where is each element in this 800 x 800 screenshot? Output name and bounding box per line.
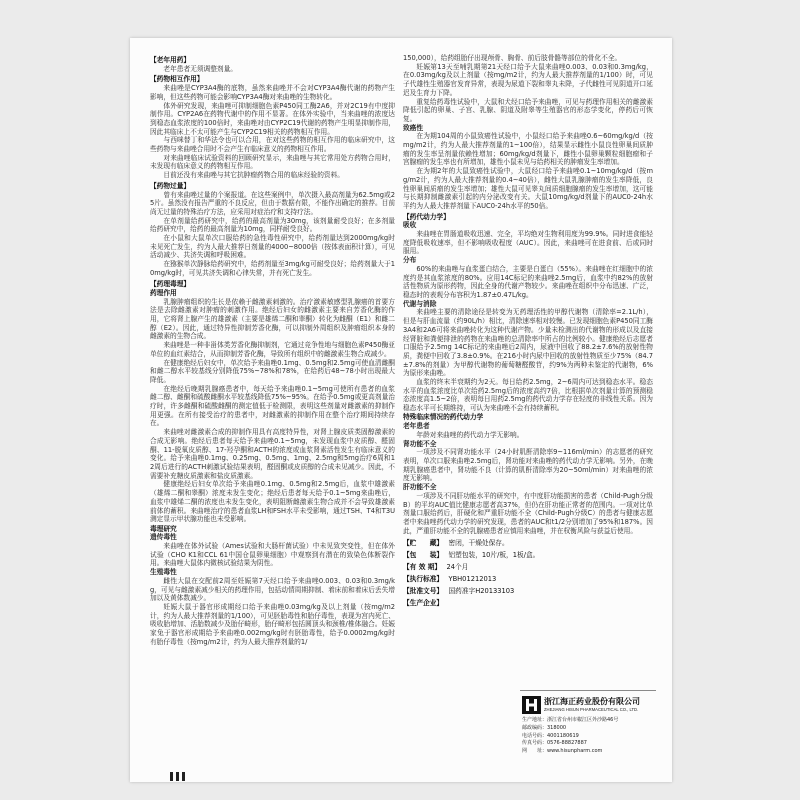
print-registration-marks [170, 772, 190, 781]
leaflet-page [130, 38, 672, 782]
paragraph: 60%的来曲唑与血浆蛋白结合，主要是白蛋白（55%）。来曲唑在红细胞中的浓度约是其血浆浓度的80%。应用14C标记的来曲唑2.5mg后，血浆中约82%的放射活性物质为原形药物，因此全身的代谢产物较少。来曲唑在组织中分布迅速、广泛，稳态时的表观分布容积为1.87±0.47L/kg。 [403, 264, 653, 299]
paragraph: 来曲唑在体外试验（Ames试验和大肠杆菌试验）中未见致突变性，但在体外试验（CHO K1和CCL 61中国仓鼠卵巢细胞）中观察到有潜在的致染色体断裂作用。来曲唑大鼠体内微核试验结果为阴性。 [150, 541, 395, 568]
paragraph: 目前还没有来曲唑与其它抗肿瘤药物合用的临床经验的资料。 [163, 171, 344, 180]
info-value: YBH01212013 [448, 574, 497, 583]
paragraph: 健康绝经后妇女单次给予来曲唑0.1mg、0.5mg和2.5mg后，血浆中雄激素（雄烯二酮和睾酮）浓度未发生变化；绝经后患者每天给予0.1~5mg来曲唑后，血浆中雄烯二酮的浓度也未发生变化，表明阻断雌激素生物合成并不会导致雄激素前体的蓄积。来曲唑治疗的患者血浆LH和FSH水平未受影响，通过TSH、T4和T3U测定显示甲状腺功能也未受影响。 [150, 480, 395, 524]
subsection-heading: 分布 [403, 256, 417, 265]
info-value: 铝塑包装，10片/板，1板/盒。 [448, 550, 540, 559]
subsection-heading: 吸收 [403, 221, 417, 230]
paragraph: 在为期2年的大鼠致癌性试验中，大鼠经口给予来曲唑0.1~10mg/kg/d（按mg/m2计，约为人最大推荐剂量的0.4~40倍），雌性大鼠乳腺肿瘤的发生率降低，良性卵巢间质瘤的发生率增加；雄性大鼠可见睾丸间质细胞腺瘤的发生率增加，这可能与长期抑制雌激素引起的内分泌改变有关。大鼠10mg/kg/d剂量下的AUC0-24h水平约为人最大推荐剂量下AUC0-24h水平的50倍。 [403, 167, 653, 210]
company-name: 浙江海正药业股份有限公司 [544, 697, 640, 706]
subsection-heading: 代谢与消除 [403, 299, 437, 308]
paragraph: 在为期104周的小鼠致癌性试验中，小鼠经口给予来曲唑0.6~60mg/kg/d（按mg/m2计，约为人最大推荐剂量的1~100倍），结果显示雌性小鼠良性卵巢间质肿瘤的发生率呈剂量依赖性增加；60mg/kg/d剂量下，雌性小鼠卵巢颗粒细胞瘤和子宫腺瘤的发生率也有所增加，雄性小鼠未见与给药相关的肿瘤发生率增加。 [403, 132, 653, 167]
paragraph: 一项涉及不同肾功能水平（24小时肌酐清除率9~116ml/min）的志愿者的研究表明，单次口服来曲唑2.5mg后，肾功能对来曲唑的药代动力学无影响。另外，在晚期乳腺癌患者中，肾功能不良（计算的肌酐清除率为20~50ml/min）对来曲唑的浓度无影响。 [403, 448, 653, 483]
paragraph: 乳腺肿瘤组织的生长是依赖于雌激素刺激的。治疗激素敏感型乳腺癌的首要方法是去除雌激素对肿瘤的刺激作用。绝经后妇女的雌激素主要来自芳香化酶的作用，它将肾上腺产生的雄激素（主要是雄烯二酮和睾酮）转化为雌酮（E1）和雌二醇（E2）。因此，通过特异性抑制芳香化酶，可以抑制外周组织及肿瘤组织本身的雌激素的生物合成。 [150, 297, 395, 341]
paragraph: 年龄对来曲唑的药代动力学无影响。 [416, 430, 524, 439]
section-heading: 【药理毒理】 [150, 279, 191, 288]
paragraph: 150,000），给药组胎仔出现颅骨、胸骨、前后肢骨骼等部位的骨化不全。 [403, 54, 622, 62]
paragraph: 在小鼠和大鼠单次口服给药的急性毒性研究中，给药剂量达到2000mg/kg时未见死亡发生，约为人最大推荐日剂量的4000~8000倍（按体表面积计算），可见活动减少、共济失调和呼吸困难。 [150, 234, 395, 260]
subsection-heading: 肾功能不全 [403, 439, 437, 448]
manufacturer-box [520, 690, 656, 760]
info-row [403, 539, 653, 548]
info-label: 【贮 藏】 [403, 538, 444, 547]
info-row [403, 563, 653, 572]
info-label: 【包 装】 [403, 550, 444, 559]
company-address: 生产地址：浙江省台州市椒江区外沙路46号 [522, 717, 619, 723]
subsection-heading: 特殊临床情况的药代动力学 [403, 413, 484, 422]
paragraph: 曾有来曲唑过量的个案报道。在这些案例中，单次摄入最高剂量为62.5mg或25片。虽然没有报告严重的不良反应，但由于数据有限，不能作出确定的推荐。目前尚无过量的特殊治疗方法，应采用对症治疗和支持疗法。 [150, 190, 395, 216]
hisun-logo-icon [522, 696, 541, 714]
company-contact [522, 717, 656, 756]
subsection-heading: 肝功能不全 [403, 483, 437, 492]
paragraph: 在健康绝经后妇女中，单次给予来曲唑0.1mg、0.5mg和2.5mg可使血清雌酮和雌二醇水平较基线分别降低75%~78%和78%，在给药后48~78小时出现最大降低。 [150, 358, 395, 384]
section-heading: 【药物相互作用】 [150, 75, 204, 84]
info-label: 【批准文号】 [403, 586, 444, 595]
section-heading: 【药代动力学】 [403, 212, 450, 221]
paragraph: 对来曲唑临床试验资料的回顾研究显示，来曲唑与其它常用处方药物合用时，未发现有临床意义的药物相互作用。 [150, 153, 395, 171]
info-label: 【有 效 期】 [403, 562, 442, 571]
company-phone: 电话号码：4001180619 [522, 732, 579, 739]
subsection-heading: 遗传毒性 [150, 533, 177, 542]
info-row [403, 575, 653, 584]
company-website: 网 址：www.hisunpharm.com [522, 748, 603, 754]
paragraph: 来曲唑主要的清除途径是转变为无药理活性的甲醇代谢物（清除率=2.1L/h），但是与肝血流量（约90L/h）相比，清除速率相对较慢。已发现细胞色素P450同工酶3A4和2A6可将来曲唑转化为这种代谢产物。少量未检测出的代谢物的形成以及直接经肾脏和粪便排泄的药物在来曲唑的总清除率中所占的比例较小。健康绝经后志愿者口服给予2.5mg 14C标记的来曲唑后2周内，尿液中回收了88.2±7.6%的放射性物质，粪便中回收了3.8±0.9%。在216小时内尿中回收的放射性物质至少75%（84.7±7.8%的剂量）为甲醇代谢物的葡萄糖醛酸苷，约9%为两种未鉴定的代谢物，6%为原形来曲唑。 [403, 308, 653, 378]
info-value: 密闭，干燥处保存。 [448, 538, 509, 547]
paragraph: 在绝经后晚期乳腺癌患者中，每天给予来曲唑0.1~5mg可使所有患者的血浆雌二醇、雌酮和硫酸雌酮水平较基线降低75%~95%。在给予0.5mg或更高剂量治疗时，许多雌酮和硫酸雌酮的测定值低于检测限，表明这些剂量对雌激素的抑制作用更强。在所有接受治疗的患者中，对雌激素的抑制作用在整个治疗期间持续存在。 [150, 384, 395, 428]
subsection-heading: 老年患者 [403, 422, 430, 431]
info-row [403, 551, 653, 560]
subsection-heading: 生殖毒性 [150, 568, 177, 577]
paragraph: 在单剂量给药研究中，给药的最高剂量为30mg，该剂量耐受良好；在多剂量给药研究中，给药的最高剂量为10mg，同样耐受良好。 [150, 216, 395, 234]
subsection-heading: 毒理研究 [150, 524, 177, 533]
section-heading: 【老年用药】 [150, 56, 191, 64]
right-column [403, 54, 653, 610]
subsection-heading: 药理作用 [150, 288, 177, 297]
company-fax: 传真号码：0576-88827887 [522, 740, 587, 747]
paragraph: 重复给药毒性试验中，大鼠和犬经口给予来曲唑，可见与药理作用相关的雌激素降低引起的卵巢、子宫、乳腺、阴道及附睾等生殖器官的形态学变化，停药后可恢复。 [403, 97, 653, 123]
info-value: 24个月 [446, 562, 469, 571]
section-heading: 【药物过量】 [150, 181, 191, 190]
paragraph: 在猕猴单次静脉给药研究中，给药剂量至3mg/kg可耐受良好；给药剂量大于10mg/kg时，可见共济失调和心律失常，并有死亡发生。 [150, 260, 395, 277]
company-postcode: 邮政编码：318000 [522, 724, 567, 731]
left-column [150, 54, 395, 766]
paragraph: 雌性大鼠在交配前2周至妊娠第7天经口给予来曲唑0.003、0.03和0.3mg/kg，可见与雌激素减少相关的药理作用，包括动情周期抑制、着床前和着床后丢失增加以及黄体数减少。 [150, 576, 395, 603]
info-row [403, 587, 653, 596]
paragraph: 一项涉及不同肝功能水平的研究中，有中度肝功能损害的患者（Child-Pugh分级B）的平均AUC值比健康志愿者高37%，但仍在肝功能正常者的范围内。一项对比单剂量口服给药后，肝硬化和严重肝功能不全（Child-Pugh分级C）的患者与健康志愿者中来曲唑药代动力学的研究发现，患者的AUC和t1/2分别增加了95%和187%。因此，严重肝功能不全的乳腺癌患者应慎用来曲唑，并在权衡风险与获益后使用。 [403, 491, 653, 535]
paragraph: 血浆的终末半衰期约为2天。每日给药2.5mg，2~6周内可达到稳态水平。稳态水平的血浆浓度比单次给药2.5mg后的浓度高约7倍，比根据单次剂量计算的预测稳态浓度高1.5~2倍，表明每日用药2.5mg的药代动力学存在轻度的非线性关系。因为稳态水平可长期维持，可认为来曲唑不会有持续蓄积。 [403, 378, 653, 413]
company-name-english: ZHEJIANG HISUN PHARMACEUTICAL CO., LTD. [544, 707, 639, 712]
subsection-heading: 致癌性 [403, 123, 424, 132]
info-label: 【生产企业】 [403, 598, 444, 607]
paragraph: 来曲唑在胃肠道吸收迅速、完全，平均绝对生物利用度为99.9%。同时进食能轻度降低吸收速率，但不影响吸收程度（AUC）。因此，来曲唑可在进食前、后或同时服用。 [403, 230, 653, 256]
paragraph: 体外研究发现，来曲唑可抑制细胞色素P450同工酶2A6，并对2C19有中度抑制作用。CYP2A6在药物代谢中的作用不显著。在体外实验中，当来曲唑的浓度达到稳态血浆浓度的100倍时，来曲唑对由CYP2C19代谢的药物产生明显抑制作用，因此其临床上不太可能产生与CYP2C19相关的药物相互作用。 [150, 101, 395, 136]
paragraph: 与西咪替丁和华法令也可以合用，在对这些药物的相互作用的临床研究中，这些药物与来曲唑合用时不会产生有临床意义的药物相互作用。 [150, 136, 395, 154]
paragraph: 来曲唑是一种非甾体类芳香化酶抑制剂，它通过竞争性地与细胞色素P450酶亚单位的血红素结合，从而抑制芳香化酶，导致所有组织中的雌激素生物合成减少。 [150, 341, 395, 358]
paragraph: 妊娠第13天至哺乳期第21天经口给予大鼠来曲唑0.003、0.03和0.3mg/kg，在0.03mg/kg及以上剂量（按mg/m2计，约为人最大推荐剂量的1/100）时，可见子代雄性生殖器官发育异常，表现为尿道下裂和睾丸未降，子代雌性可见阴道开口延迟及生育力下降。 [403, 62, 653, 97]
paragraph: 来曲唑是CYP3A4酶的底物，虽然来曲唑并不会对CYP3A4酶代谢的药物产生影响，但这些药物可能会影响CYP3A4酶对来曲唑的生物转化。 [150, 84, 395, 101]
paragraph: 来曲唑对雌激素合成的抑制作用具有高度特异性，对肾上腺皮质类固醇激素的合成无影响。绝经后患者每天给予来曲唑0.1~5mg，未发现血浆中皮质醇、醛固酮、11-脱氧皮质醇、17-羟孕酮和ACTH的浓度或血浆肾素活性发生有临床意义的变化。给予来曲唑0.1mg、0.25mg、0.5mg、1mg、2.5mg和5mg治疗6周和12周后进行的ACTH刺激试验结果表明，醛固酮或皮质醇的合成未见减少。因此，不需要补充糖皮质激素和盐皮质激素。 [150, 428, 395, 480]
paragraph: 妊娠大鼠于器官形成期经口给予来曲唑0.03mg/kg及以上剂量（按mg/m2计，约为人最大推荐剂量的1/100），可见胚胎毒性和胎仔毒性，表现为宫内死亡、吸收胎增加、活胎数减少及胎仔畸形，胎仔畸形包括圆顶头和颈椎/椎体融合。妊娠家兔于器官形成期给予来曲唑0.002mg/kg时有胚胎毒性，给予0.0002mg/kg时有胎仔毒性（按mg/m2计，约为人最大推荐剂量的1/ [150, 602, 395, 646]
info-label: 【执行标准】 [403, 574, 444, 583]
info-value: 国药准字H20133103 [448, 586, 515, 595]
paragraph: 老年患者无须调整剂量。 [163, 64, 237, 73]
info-row [403, 599, 653, 608]
